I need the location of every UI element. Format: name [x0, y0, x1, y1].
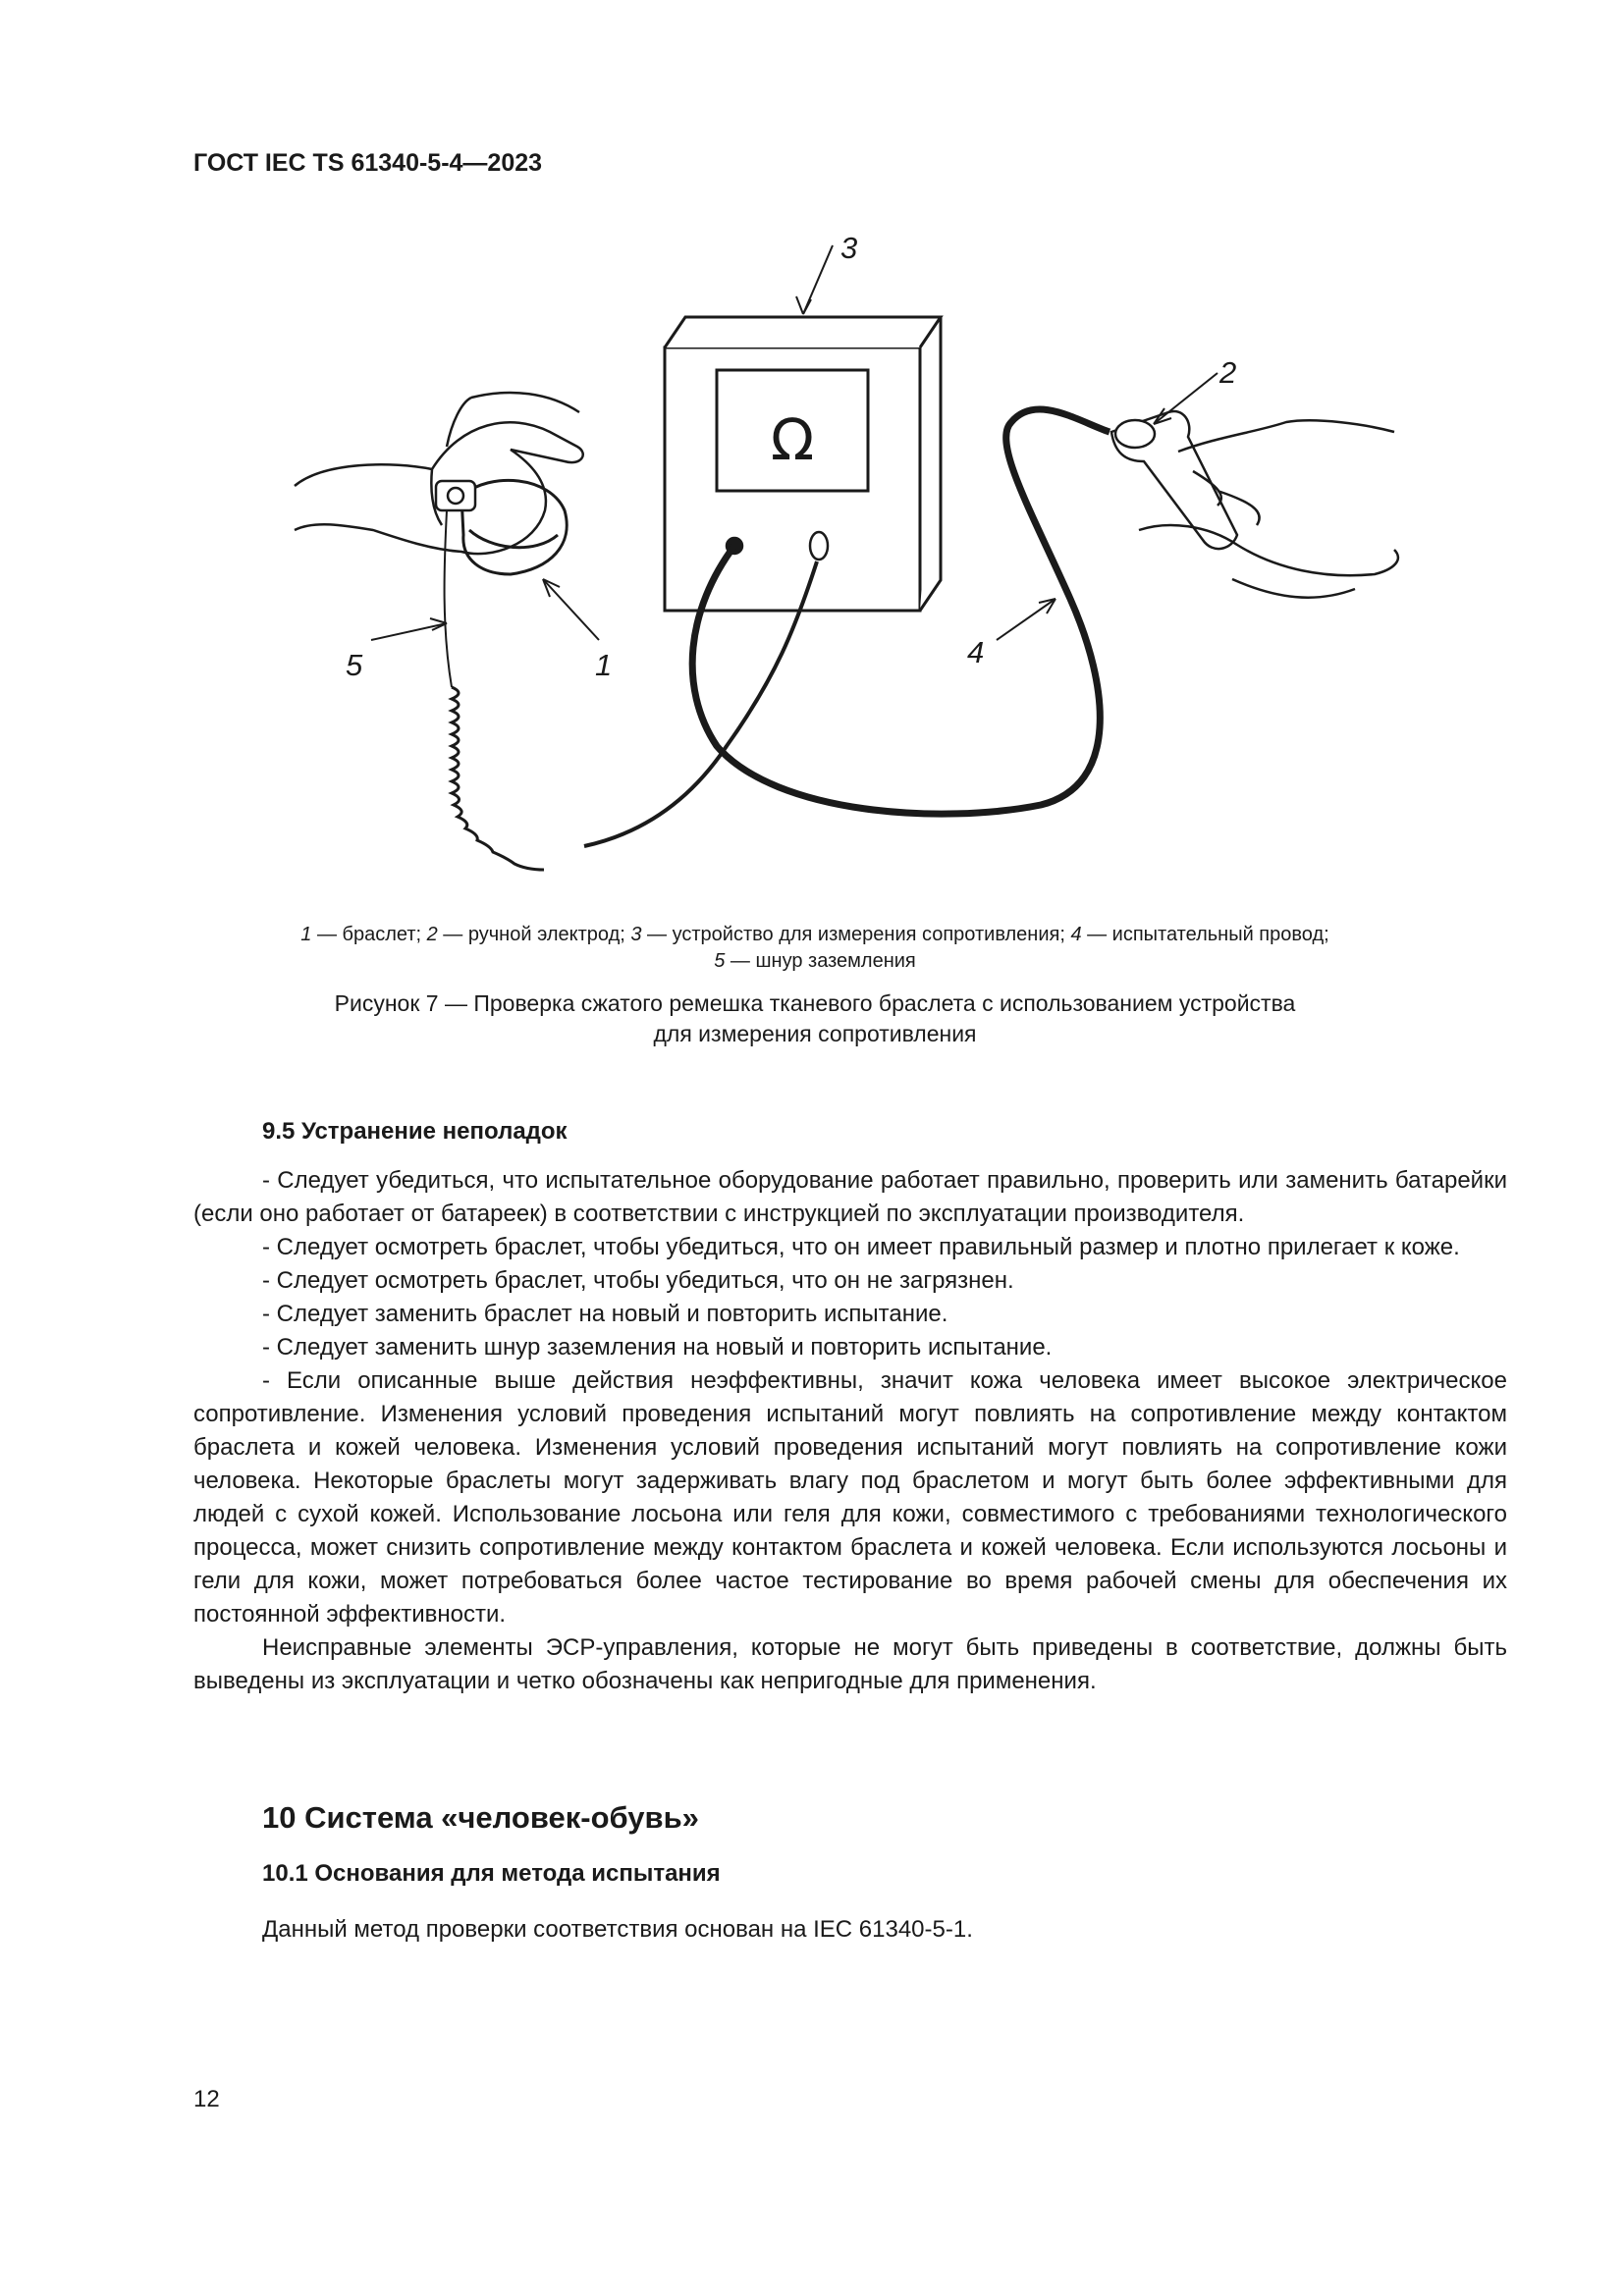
legend-num: 1 [300, 924, 312, 945]
paragraph: - Следует убедиться, что испытательное оборудование работает правильно, проверить или заменить батарейки (если оно работает от батареек) в соответствии с инструкцией по эксплуатации производителя. [193, 1167, 1507, 1227]
legend-line-1 [236, 922, 1394, 948]
test-setup-illustration [0, 0, 1624, 883]
wrist-strap-illustration [461, 480, 567, 574]
figure-caption [236, 988, 1394, 1049]
legend-text: — ручной электрод; [437, 924, 631, 945]
legend-num: 2 [426, 924, 438, 945]
paragraph: - Следует заменить шнур заземления на новый и повторить испытание. [262, 1334, 1053, 1361]
figure-7 [0, 0, 1624, 883]
right-hand-illustration [1111, 411, 1398, 598]
paragraph: - Если описанные выше действия неэффективны, значит кожа человека имеет высокое электрическое сопротивление. Изменения условий проведения испытаний могут повлиять на сопротивление между контактом браслета и кожей человека. Изменения условий проведения испытаний могут повлиять на сопротивление кожи человека. Некоторые браслеты могут задерживать влагу под браслетом и могут быть более эффективными для людей с сухой кожей. Использование лосьона или геля для кожи, совместимого с требованиями технологического процесса, может снизить сопротивление между контактом браслета и кожей человека. Если используются лосьоны и гели для кожи, может потребоваться более частое тестирование во время рабочей смены для обеспечения их постоянной эффективности. [193, 1367, 1507, 1628]
legend-text: — браслет; [311, 924, 427, 945]
meter-jack-right [810, 532, 828, 560]
paragraph: - Следует осмотреть браслет, чтобы убедиться, что он имеет правильный размер и плотно прилегает к коже. [262, 1234, 1460, 1260]
section-9-5-body [193, 1164, 1507, 1698]
section-10-1-paragraph: Данный метод проверки соответствия основан на IEC 61340-5-1. [262, 1916, 973, 1943]
callout-1: 1 [595, 648, 613, 682]
callout-3: 3 [840, 231, 858, 265]
caption-line-2: для измерения сопротивления [653, 1021, 977, 1046]
legend-line-2 [236, 948, 1394, 975]
callout-2: 2 [1219, 355, 1237, 390]
ohm-symbol: Ω [770, 406, 815, 473]
paragraph: - Следует осмотреть браслет, чтобы убедиться, что он не загрязнен. [262, 1267, 1014, 1294]
legend-text: — шнур заземления [725, 950, 916, 972]
legend-text: — устройство для измерения сопротивления; [641, 924, 1071, 945]
document-header: ГОСТ IEC TS 61340-5-4—2023 [193, 149, 543, 177]
callout-5: 5 [346, 648, 363, 682]
legend-num: 4 [1070, 924, 1082, 945]
legend-num: 5 [714, 950, 726, 972]
section-9-5-heading: 9.5 Устранение неполадок [262, 1118, 568, 1145]
callout-4: 4 [967, 635, 985, 669]
legend-num: 3 [630, 924, 642, 945]
paragraph: Неисправные элементы ЭСР-управления, которые не могут быть приведены в соответствие, должны быть выведены из эксплуатации и четко обозначены как непригодные для применения. [193, 1634, 1507, 1694]
paragraph: - Следует заменить браслет на новый и повторить испытание. [262, 1301, 948, 1327]
caption-line-1: Рисунок 7 — Проверка сжатого ремешка тканевого браслета с использованием устройства [334, 990, 1296, 1016]
section-10-heading: 10 Система «человек-обувь» [262, 1800, 699, 1835]
legend-text: — испытательный провод; [1081, 924, 1329, 945]
left-hand-illustration [295, 393, 583, 554]
section-10-1-heading: 10.1 Основания для метода испытания [262, 1860, 721, 1887]
ground-cord-illustration [445, 510, 452, 687]
coiled-cord-illustration [452, 687, 544, 870]
page-number: 12 [193, 2086, 220, 2112]
figure-legend [236, 922, 1394, 975]
